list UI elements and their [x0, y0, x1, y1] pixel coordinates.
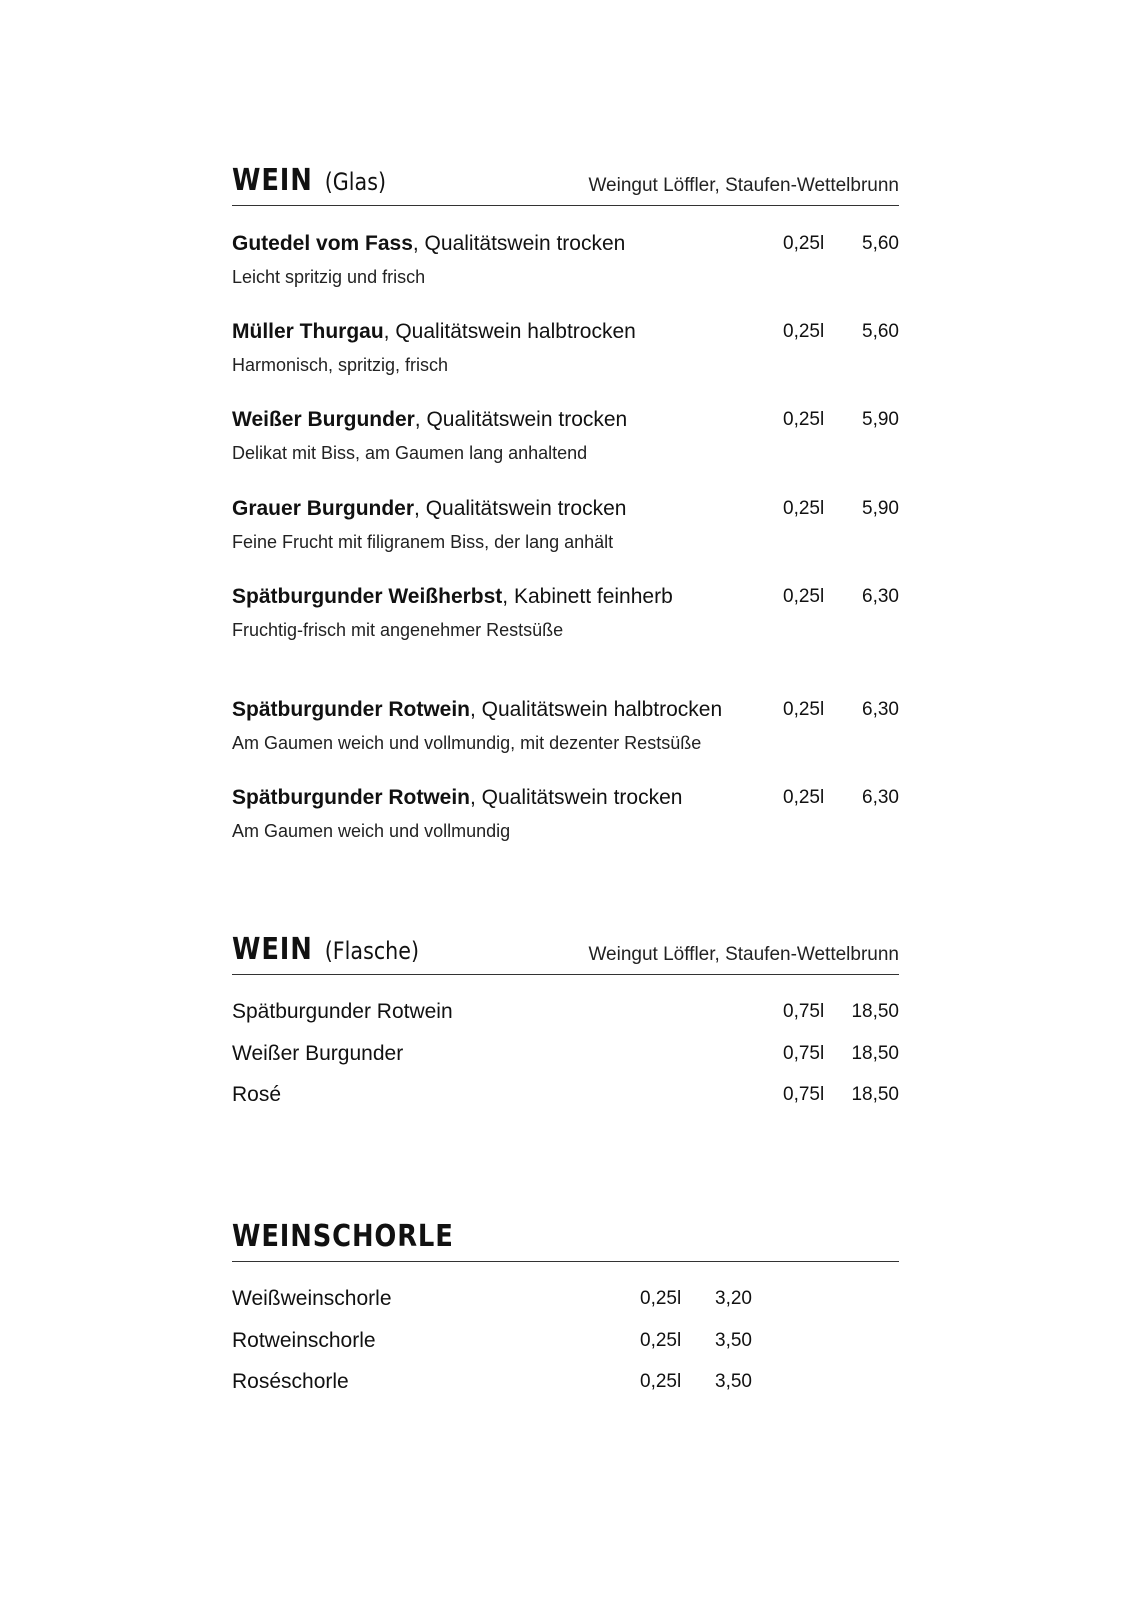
- wine-volume: 0,25l: [783, 233, 825, 254]
- menu-item: [232, 583, 899, 611]
- wine-description: Am Gaumen weich und vollmundig, mit dezenter Restsüße: [232, 733, 702, 753]
- schorle-name: Rotweinschorle: [232, 1329, 376, 1352]
- schorle-price: 3,50: [715, 1330, 752, 1351]
- wine-volume: 0,75l: [783, 1043, 825, 1064]
- wine-price: 6,30: [862, 787, 899, 808]
- wine-price: 5,60: [862, 233, 899, 254]
- menu-item: [232, 406, 899, 434]
- wine-volume: 0,25l: [783, 498, 825, 519]
- wine-price: 18,50: [851, 1084, 899, 1105]
- menu-item: [232, 1081, 899, 1109]
- section-header-glas: [232, 145, 899, 206]
- menu-item: [232, 784, 899, 812]
- wine-name: Spätburgunder Rotwein: [232, 698, 470, 721]
- menu-item: [232, 1327, 752, 1355]
- wine-volume: 0,75l: [783, 1001, 825, 1022]
- menu-item: [232, 1368, 752, 1396]
- section-title-schorle: WEINSCHORLE: [232, 1219, 454, 1254]
- wine-name: Gutedel vom Fass: [232, 232, 413, 255]
- winery-source: Weingut Löffler, Staufen-Wettelbrunn: [588, 944, 899, 965]
- wine-description: Am Gaumen weich und vollmundig: [232, 821, 511, 841]
- section-title-glas: [232, 163, 386, 198]
- menu-item: [232, 495, 899, 523]
- wine-name: Weißer Burgunder: [232, 1042, 404, 1065]
- menu-item: [232, 998, 899, 1026]
- menu-item: [232, 230, 899, 258]
- schorle-volume: 0,25l: [640, 1288, 682, 1309]
- wine-price: 5,90: [862, 409, 899, 430]
- schorle-price: 3,20: [715, 1288, 752, 1309]
- section-title-text: WEIN: [232, 932, 313, 967]
- wine-name: Spätburgunder Rotwein: [232, 1000, 453, 1023]
- wine-volume: 0,25l: [783, 586, 825, 607]
- schorle-name: Roséschorle: [232, 1370, 349, 1393]
- menu-item: [232, 1285, 752, 1313]
- section-title-flasche: [232, 932, 420, 967]
- menu-item: [232, 318, 899, 346]
- wine-quality: , Qualitätswein trocken: [412, 232, 626, 255]
- wine-price: 5,90: [862, 498, 899, 519]
- wine-quality: , Qualitätswein halbtrocken: [383, 320, 636, 343]
- wine-quality: , Qualitätswein trocken: [414, 408, 628, 431]
- wine-name: Spätburgunder Rotwein: [232, 786, 470, 809]
- wine-name: Rosé: [232, 1083, 282, 1106]
- menu-item: [232, 1040, 899, 1068]
- wine-description: Delikat mit Biss, am Gaumen lang anhaltend: [232, 443, 588, 463]
- wine-quality: , Qualitätswein trocken: [470, 786, 683, 809]
- wine-description: Feine Frucht mit filigranem Biss, der lang anhält: [232, 532, 614, 552]
- section-subtitle: (Flasche): [324, 937, 420, 965]
- schorle-volume: 0,25l: [640, 1330, 682, 1351]
- schorle-price: 3,50: [715, 1371, 752, 1392]
- section-header-flasche: [232, 914, 899, 975]
- wine-description: Leicht spritzig und frisch: [232, 267, 426, 287]
- wine-price: 18,50: [851, 1001, 899, 1022]
- wine-description: Fruchtig-frisch mit angenehmer Restsüße: [232, 620, 564, 640]
- wine-name: Grauer Burgunder: [232, 497, 415, 520]
- wine-price: 5,60: [862, 321, 899, 342]
- wine-volume: 0,25l: [783, 699, 825, 720]
- wine-volume: 0,25l: [783, 409, 825, 430]
- wine-name: Müller Thurgau: [232, 320, 384, 343]
- wine-quality: , Qualitätswein trocken: [414, 497, 627, 520]
- wine-volume: 0,25l: [783, 321, 825, 342]
- wine-volume: 0,75l: [783, 1084, 825, 1105]
- menu-item: [232, 696, 899, 724]
- wine-volume: 0,25l: [783, 787, 825, 808]
- winery-source: Weingut Löffler, Staufen-Wettelbrunn: [588, 175, 899, 196]
- section-title-text: WEIN: [232, 163, 313, 198]
- wine-name: Spätburgunder Weißherbst: [232, 585, 503, 608]
- section-header-schorle: [232, 1201, 899, 1262]
- wine-price: 6,30: [862, 699, 899, 720]
- schorle-volume: 0,25l: [640, 1371, 682, 1392]
- wine-price: 18,50: [851, 1043, 899, 1064]
- wine-price: 6,30: [862, 586, 899, 607]
- wine-name: Weißer Burgunder: [232, 408, 415, 431]
- wine-description: Harmonisch, spritzig, frisch: [232, 355, 449, 375]
- wine-quality: , Qualitätswein halbtrocken: [470, 698, 723, 721]
- wine-quality: , Kabinett feinherb: [502, 585, 673, 608]
- section-subtitle: (Glas): [324, 168, 386, 196]
- schorle-name: Weißweinschorle: [232, 1287, 392, 1310]
